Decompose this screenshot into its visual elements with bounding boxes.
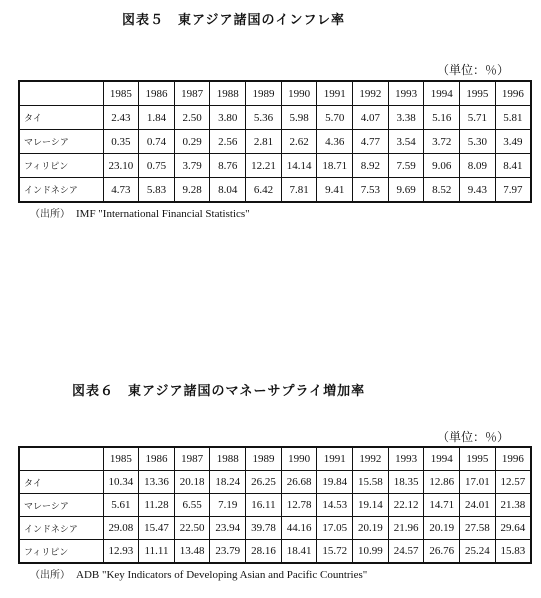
value-cell: 12.21 xyxy=(246,154,282,178)
figure6-table-body xyxy=(19,471,531,564)
value-cell: 3.80 xyxy=(210,106,246,130)
country-label: フィリピン xyxy=(19,154,103,178)
value-cell: 5.30 xyxy=(460,130,496,154)
value-cell: 21.38 xyxy=(495,494,531,517)
value-cell: 22.12 xyxy=(388,494,424,517)
value-cell: 18.41 xyxy=(281,540,317,564)
value-cell: 29.64 xyxy=(495,517,531,540)
year-header-cell: 1996 xyxy=(495,447,531,471)
figure5-header-row xyxy=(19,81,531,106)
value-cell: 18.24 xyxy=(210,471,246,494)
value-cell: 5.83 xyxy=(139,178,175,203)
value-cell: 15.47 xyxy=(139,517,175,540)
value-cell: 14.71 xyxy=(424,494,460,517)
year-header-cell: 1994 xyxy=(424,447,460,471)
table-row xyxy=(19,471,531,494)
value-cell: 6.42 xyxy=(246,178,282,203)
value-cell: 20.19 xyxy=(353,517,389,540)
year-header-cell: 1990 xyxy=(281,447,317,471)
value-cell: 0.29 xyxy=(174,130,210,154)
value-cell: 5.61 xyxy=(103,494,139,517)
value-cell: 8.41 xyxy=(495,154,531,178)
figure5-unit: （単位：％） xyxy=(437,63,510,77)
table-row xyxy=(19,494,531,517)
value-cell: 24.57 xyxy=(388,540,424,564)
figure5-source xyxy=(30,205,250,220)
figure5-table xyxy=(18,80,532,203)
table-row xyxy=(19,540,531,564)
value-cell: 26.76 xyxy=(424,540,460,564)
value-cell: 20.18 xyxy=(174,471,210,494)
year-header-cell: 1994 xyxy=(424,81,460,106)
value-cell: 12.93 xyxy=(103,540,139,564)
table-row xyxy=(19,154,531,178)
figure5-title: 図表５ 東アジア諸国のインフレ率 xyxy=(122,13,345,28)
value-cell: 14.53 xyxy=(317,494,353,517)
value-cell: 28.16 xyxy=(246,540,282,564)
value-cell: 2.81 xyxy=(246,130,282,154)
value-cell: 3.49 xyxy=(495,130,531,154)
year-header-cell: 1996 xyxy=(495,81,531,106)
year-header-cell: 1985 xyxy=(103,81,139,106)
value-cell: 5.16 xyxy=(424,106,460,130)
value-cell: 10.99 xyxy=(353,540,389,564)
value-cell: 8.76 xyxy=(210,154,246,178)
figure6-source-label: （出所） xyxy=(30,570,70,581)
year-header-cell: 1985 xyxy=(103,447,139,471)
value-cell: 17.01 xyxy=(460,471,496,494)
value-cell: 5.70 xyxy=(317,106,353,130)
value-cell: 17.05 xyxy=(317,517,353,540)
country-label: タイ xyxy=(19,471,103,494)
year-header-cell: 1991 xyxy=(317,81,353,106)
table-row xyxy=(19,106,531,130)
value-cell: 23.79 xyxy=(210,540,246,564)
value-cell: 18.35 xyxy=(388,471,424,494)
value-cell: 3.54 xyxy=(388,130,424,154)
year-header-cell: 1987 xyxy=(174,447,210,471)
value-cell: 21.96 xyxy=(388,517,424,540)
figure5-source-label: （出所） xyxy=(30,209,70,220)
value-cell: 2.50 xyxy=(174,106,210,130)
value-cell: 5.71 xyxy=(460,106,496,130)
year-header-cell: 1986 xyxy=(139,81,175,106)
value-cell: 9.06 xyxy=(424,154,460,178)
table-row xyxy=(19,130,531,154)
value-cell: 7.81 xyxy=(281,178,317,203)
value-cell: 13.48 xyxy=(174,540,210,564)
value-cell: 2.62 xyxy=(281,130,317,154)
value-cell: 23.10 xyxy=(103,154,139,178)
year-header-cell: 1986 xyxy=(139,447,175,471)
value-cell: 10.34 xyxy=(103,471,139,494)
value-cell: 0.35 xyxy=(103,130,139,154)
value-cell: 2.43 xyxy=(103,106,139,130)
value-cell: 7.97 xyxy=(495,178,531,203)
value-cell: 6.55 xyxy=(174,494,210,517)
country-label: インドネシア xyxy=(19,178,103,203)
year-header-cell: 1991 xyxy=(317,447,353,471)
figure6-unit: （単位：％） xyxy=(437,430,510,444)
value-cell: 8.92 xyxy=(353,154,389,178)
value-cell: 0.74 xyxy=(139,130,175,154)
value-cell: 20.19 xyxy=(424,517,460,540)
value-cell: 12.57 xyxy=(495,471,531,494)
value-cell: 9.43 xyxy=(460,178,496,203)
figure6-header-row xyxy=(19,447,531,471)
value-cell: 14.14 xyxy=(281,154,317,178)
value-cell: 5.36 xyxy=(246,106,282,130)
year-header-cell: 1987 xyxy=(174,81,210,106)
value-cell: 5.81 xyxy=(495,106,531,130)
year-header-cell: 1988 xyxy=(210,447,246,471)
country-label: タイ xyxy=(19,106,103,130)
year-header-cell: 1989 xyxy=(246,81,282,106)
value-cell: 15.58 xyxy=(353,471,389,494)
year-header-cell: 1989 xyxy=(246,447,282,471)
country-label: マレーシア xyxy=(19,494,103,517)
figure6-title: 図表６ 東アジア諸国のマネーサプライ増加率 xyxy=(72,384,366,399)
country-label: マレーシア xyxy=(19,130,103,154)
year-header-cell: 1992 xyxy=(353,447,389,471)
value-cell: 0.75 xyxy=(139,154,175,178)
value-cell: 3.38 xyxy=(388,106,424,130)
table-corner-cell xyxy=(19,81,103,106)
value-cell: 11.11 xyxy=(139,540,175,564)
value-cell: 39.78 xyxy=(246,517,282,540)
value-cell: 9.41 xyxy=(317,178,353,203)
value-cell: 3.79 xyxy=(174,154,210,178)
value-cell: 24.01 xyxy=(460,494,496,517)
value-cell: 4.07 xyxy=(353,106,389,130)
value-cell: 9.69 xyxy=(388,178,424,203)
value-cell: 27.58 xyxy=(460,517,496,540)
value-cell: 13.36 xyxy=(139,471,175,494)
figure6-source-text: ADB "Key Indicators of Developing Asian and Pacific Countries" xyxy=(76,569,368,581)
value-cell: 2.56 xyxy=(210,130,246,154)
value-cell: 4.77 xyxy=(353,130,389,154)
figure6-table xyxy=(18,446,532,564)
country-label: フィリピン xyxy=(19,540,103,564)
value-cell: 12.86 xyxy=(424,471,460,494)
value-cell: 26.68 xyxy=(281,471,317,494)
value-cell: 22.50 xyxy=(174,517,210,540)
value-cell: 1.84 xyxy=(139,106,175,130)
value-cell: 15.72 xyxy=(317,540,353,564)
value-cell: 11.28 xyxy=(139,494,175,517)
value-cell: 16.11 xyxy=(246,494,282,517)
year-header-cell: 1993 xyxy=(388,81,424,106)
value-cell: 25.24 xyxy=(460,540,496,564)
value-cell: 8.04 xyxy=(210,178,246,203)
value-cell: 7.19 xyxy=(210,494,246,517)
figure6-source xyxy=(30,566,367,581)
value-cell: 29.08 xyxy=(103,517,139,540)
value-cell: 7.53 xyxy=(353,178,389,203)
value-cell: 18.71 xyxy=(317,154,353,178)
year-header-cell: 1988 xyxy=(210,81,246,106)
value-cell: 9.28 xyxy=(174,178,210,203)
year-header-cell: 1993 xyxy=(388,447,424,471)
value-cell: 19.14 xyxy=(353,494,389,517)
value-cell: 4.36 xyxy=(317,130,353,154)
country-label: インドネシア xyxy=(19,517,103,540)
value-cell: 8.09 xyxy=(460,154,496,178)
value-cell: 8.52 xyxy=(424,178,460,203)
figure5-source-text: IMF "International Financial Statistics" xyxy=(76,208,250,220)
year-header-cell: 1995 xyxy=(460,447,496,471)
year-header-cell: 1995 xyxy=(460,81,496,106)
table-row xyxy=(19,517,531,540)
value-cell: 3.72 xyxy=(424,130,460,154)
value-cell: 44.16 xyxy=(281,517,317,540)
table-row xyxy=(19,178,531,203)
table-corner-cell xyxy=(19,447,103,471)
year-header-cell: 1990 xyxy=(281,81,317,106)
value-cell: 26.25 xyxy=(246,471,282,494)
value-cell: 15.83 xyxy=(495,540,531,564)
value-cell: 7.59 xyxy=(388,154,424,178)
value-cell: 4.73 xyxy=(103,178,139,203)
value-cell: 5.98 xyxy=(281,106,317,130)
year-header-cell: 1992 xyxy=(353,81,389,106)
value-cell: 23.94 xyxy=(210,517,246,540)
figure5-table-body xyxy=(19,106,531,203)
value-cell: 19.84 xyxy=(317,471,353,494)
value-cell: 12.78 xyxy=(281,494,317,517)
